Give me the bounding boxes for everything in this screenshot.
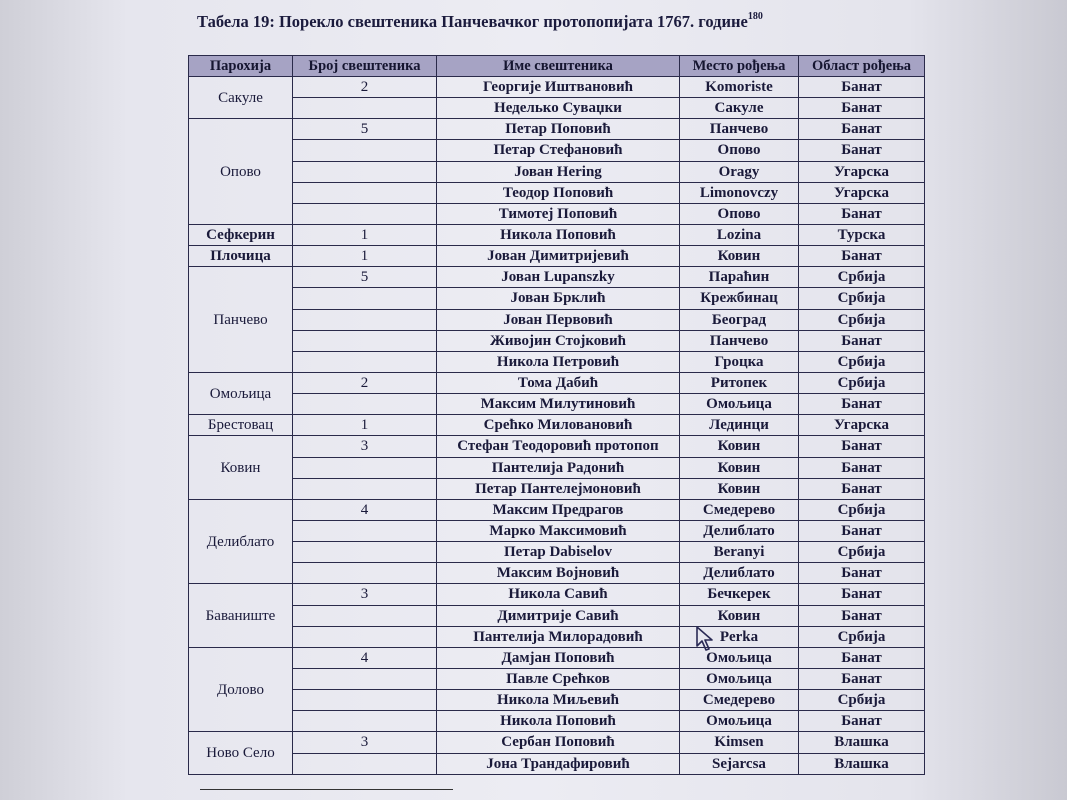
table-row — [189, 394, 925, 415]
parish-cell: Сакуле — [189, 77, 293, 119]
birthplace-cell: Крежбинац — [680, 288, 799, 309]
table-row — [189, 436, 925, 457]
empty-count-cell — [293, 330, 437, 351]
priest-name-cell: Тома Дабић — [437, 372, 680, 393]
table-body — [189, 77, 925, 775]
priest-name-cell: Петар Пантелејмоновић — [437, 478, 680, 499]
priest-count-cell: 3 — [293, 732, 437, 753]
birth-region-cell: Банат — [799, 520, 925, 541]
table-row — [189, 626, 925, 647]
priest-count-cell: 1 — [293, 224, 437, 245]
table-row — [189, 753, 925, 775]
table-row — [189, 161, 925, 182]
birthplace-cell: Komoriste — [680, 77, 799, 98]
birthplace-cell: Beranyi — [680, 542, 799, 563]
birthplace-cell: Гроцка — [680, 351, 799, 372]
birthplace-cell: Ковин — [680, 605, 799, 626]
birth-region-cell: Влашка — [799, 753, 925, 775]
parish-cell: Сефкерин — [189, 224, 293, 245]
birthplace-cell: Oragy — [680, 161, 799, 182]
priest-name-cell: Пантелија Радонић — [437, 457, 680, 478]
table-row — [189, 542, 925, 563]
table-row — [189, 520, 925, 541]
parish-cell: Брестовац — [189, 415, 293, 436]
table-header-row — [189, 56, 925, 77]
birthplace-cell: Ритопек — [680, 372, 799, 393]
table-row — [189, 478, 925, 499]
birth-region-cell: Влашка — [799, 732, 925, 753]
priest-name-cell: Сербан Поповић — [437, 732, 680, 753]
birth-region-cell: Србија — [799, 288, 925, 309]
priest-count-cell: 3 — [293, 584, 437, 605]
empty-count-cell — [293, 605, 437, 626]
birth-region-cell: Угарска — [799, 415, 925, 436]
table-row — [189, 457, 925, 478]
birthplace-cell: Панчево — [680, 119, 799, 140]
priest-name-cell: Теодор Поповић — [437, 182, 680, 203]
parish-cell: Делиблато — [189, 499, 293, 584]
birth-region-cell: Банат — [799, 98, 925, 119]
birthplace-cell: Омољица — [680, 647, 799, 668]
birth-region-cell: Банат — [799, 478, 925, 499]
table-row — [189, 732, 925, 753]
priest-count-cell: 1 — [293, 415, 437, 436]
birth-region-cell: Србија — [799, 690, 925, 711]
birth-region-cell: Србија — [799, 626, 925, 647]
priest-name-cell: Никола Поповић — [437, 224, 680, 245]
parish-cell: Панчево — [189, 267, 293, 373]
birth-region-cell: Србија — [799, 372, 925, 393]
table-row — [189, 140, 925, 161]
birth-region-cell: Банат — [799, 77, 925, 98]
birthplace-cell: Београд — [680, 309, 799, 330]
empty-count-cell — [293, 478, 437, 499]
header-parish: Парохија — [189, 56, 293, 77]
empty-count-cell — [293, 309, 437, 330]
birthplace-cell: Параћин — [680, 267, 799, 288]
birthplace-cell: Омољица — [680, 394, 799, 415]
birth-region-cell: Србија — [799, 309, 925, 330]
birthplace-cell: Ковин — [680, 457, 799, 478]
birthplace-cell: Limonovczy — [680, 182, 799, 203]
empty-count-cell — [293, 626, 437, 647]
empty-count-cell — [293, 542, 437, 563]
empty-count-cell — [293, 98, 437, 119]
priest-name-cell: Максим Предрагов — [437, 499, 680, 520]
priest-name-cell: Јован Первовић — [437, 309, 680, 330]
table-row — [189, 246, 925, 267]
table-row — [189, 584, 925, 605]
birthplace-cell: Омољица — [680, 668, 799, 689]
priest-name-cell: Пантелија Милорадовић — [437, 626, 680, 647]
priest-count-cell: 4 — [293, 499, 437, 520]
priest-name-cell: Неделько Суваџки — [437, 98, 680, 119]
priest-name-cell: Никола Петровић — [437, 351, 680, 372]
priest-count-cell: 5 — [293, 267, 437, 288]
birthplace-cell: Ковин — [680, 246, 799, 267]
birthplace-cell: Kimsen — [680, 732, 799, 753]
table-row — [189, 98, 925, 119]
birthplace-cell: Панчево — [680, 330, 799, 351]
table-row — [189, 77, 925, 98]
empty-count-cell — [293, 668, 437, 689]
table-row — [189, 415, 925, 436]
priest-name-cell: Срећко Миловановић — [437, 415, 680, 436]
birthplace-cell: Сакуле — [680, 98, 799, 119]
priest-name-cell: Јован Димитријевић — [437, 246, 680, 267]
birthplace-cell: Омољица — [680, 711, 799, 732]
priest-name-cell: Петар Dabiselov — [437, 542, 680, 563]
table-row — [189, 119, 925, 140]
footnote-marker: 180 — [747, 10, 763, 22]
table-row — [189, 499, 925, 520]
priest-name-cell: Никола Поповић — [437, 711, 680, 732]
birth-region-cell: Банат — [799, 584, 925, 605]
birth-region-cell: Банат — [799, 246, 925, 267]
birthplace-cell: Ковин — [680, 478, 799, 499]
birth-region-cell: Банат — [799, 563, 925, 584]
birth-region-cell: Србија — [799, 267, 925, 288]
table-row — [189, 203, 925, 224]
birth-region-cell: Банат — [799, 605, 925, 626]
priest-name-cell: Дамјан Поповић — [437, 647, 680, 668]
empty-count-cell — [293, 563, 437, 584]
empty-count-cell — [293, 394, 437, 415]
birthplace-cell: Бечкерек — [680, 584, 799, 605]
birth-region-cell: Банат — [799, 119, 925, 140]
birth-region-cell: Турска — [799, 224, 925, 245]
table-row — [189, 330, 925, 351]
priest-name-cell: Георгије Иштвановић — [437, 77, 680, 98]
table-row — [189, 647, 925, 668]
priest-count-cell: 2 — [293, 77, 437, 98]
birth-region-cell: Банат — [799, 711, 925, 732]
birth-region-cell: Банат — [799, 394, 925, 415]
empty-count-cell — [293, 520, 437, 541]
birthplace-cell: Опово — [680, 203, 799, 224]
caption-text: Табела 19: Порекло свештеника Панчевачког протопопијата 1767. године — [197, 12, 748, 31]
birth-region-cell: Банат — [799, 647, 925, 668]
birth-region-cell: Угарска — [799, 182, 925, 203]
empty-count-cell — [293, 753, 437, 775]
footnote-separator — [200, 789, 453, 790]
birthplace-cell: Делиблато — [680, 520, 799, 541]
birthplace-cell: Ковин — [680, 436, 799, 457]
birthplace-cell: Делиблато — [680, 563, 799, 584]
table-row — [189, 605, 925, 626]
priest-name-cell: Максим Војновић — [437, 563, 680, 584]
header-priest-name: Име свештеника — [437, 56, 680, 77]
empty-count-cell — [293, 288, 437, 309]
empty-count-cell — [293, 690, 437, 711]
parish-cell: Плочица — [189, 246, 293, 267]
birth-region-cell: Банат — [799, 436, 925, 457]
empty-count-cell — [293, 711, 437, 732]
priest-name-cell: Јован Hering — [437, 161, 680, 182]
priest-name-cell: Тимотеј Поповић — [437, 203, 680, 224]
table-row — [189, 668, 925, 689]
priest-name-cell: Петар Стефановић — [437, 140, 680, 161]
birthplace-cell: Смедерево — [680, 690, 799, 711]
empty-count-cell — [293, 351, 437, 372]
birth-region-cell: Банат — [799, 203, 925, 224]
birthplace-cell: Sejarcsa — [680, 753, 799, 775]
priest-count-cell: 2 — [293, 372, 437, 393]
mouse-cursor-icon — [695, 626, 717, 652]
empty-count-cell — [293, 140, 437, 161]
priest-name-cell: Јован Lupanszky — [437, 267, 680, 288]
birth-region-cell: Банат — [799, 668, 925, 689]
header-birthplace: Место рођења — [680, 56, 799, 77]
table-row — [189, 224, 925, 245]
priest-count-cell: 4 — [293, 647, 437, 668]
header-birth-region: Област рођења — [799, 56, 925, 77]
priest-name-cell: Живојин Стојковић — [437, 330, 680, 351]
table-row — [189, 372, 925, 393]
priest-count-cell: 1 — [293, 246, 437, 267]
table-row — [189, 288, 925, 309]
priests-table — [188, 55, 925, 775]
priest-count-cell: 5 — [293, 119, 437, 140]
parish-cell: Опово — [189, 119, 293, 225]
priest-count-cell: 3 — [293, 436, 437, 457]
priest-name-cell: Јона Трандафировић — [437, 753, 680, 775]
priest-name-cell: Петар Поповић — [437, 119, 680, 140]
parish-cell: Ковин — [189, 436, 293, 499]
priest-name-cell: Стефан Теодоровић протопоп — [437, 436, 680, 457]
priest-name-cell: Јован Брклић — [437, 288, 680, 309]
birth-region-cell: Србија — [799, 542, 925, 563]
table-row — [189, 711, 925, 732]
parish-cell: Омољица — [189, 372, 293, 414]
parish-cell: Баваниште — [189, 584, 293, 647]
priest-name-cell: Никола Савић — [437, 584, 680, 605]
table-row — [189, 309, 925, 330]
table-row — [189, 563, 925, 584]
birth-region-cell: Банат — [799, 140, 925, 161]
empty-count-cell — [293, 161, 437, 182]
birthplace-cell: Опово — [680, 140, 799, 161]
birth-region-cell: Банат — [799, 457, 925, 478]
table-caption — [197, 12, 763, 32]
parish-cell: Ново Село — [189, 732, 293, 775]
priest-name-cell: Павле Срећков — [437, 668, 680, 689]
birthplace-cell: Лединци — [680, 415, 799, 436]
empty-count-cell — [293, 203, 437, 224]
empty-count-cell — [293, 457, 437, 478]
birthplace-cell: Lozina — [680, 224, 799, 245]
priest-name-cell: Максим Милутиновић — [437, 394, 680, 415]
table-row — [189, 351, 925, 372]
birth-region-cell: Угарска — [799, 161, 925, 182]
table-row — [189, 182, 925, 203]
parish-cell: Долово — [189, 647, 293, 732]
priest-name-cell: Марко Максимовић — [437, 520, 680, 541]
priest-name-cell: Никола Миљевић — [437, 690, 680, 711]
birthplace-cell: Смедерево — [680, 499, 799, 520]
header-count: Број свештеника — [293, 56, 437, 77]
empty-count-cell — [293, 182, 437, 203]
table-row — [189, 267, 925, 288]
birth-region-cell: Банат — [799, 330, 925, 351]
table-row — [189, 690, 925, 711]
birth-region-cell: Србија — [799, 499, 925, 520]
birthplace-cell: Perka — [680, 626, 799, 647]
birth-region-cell: Србија — [799, 351, 925, 372]
priest-name-cell: Димитрије Савић — [437, 605, 680, 626]
